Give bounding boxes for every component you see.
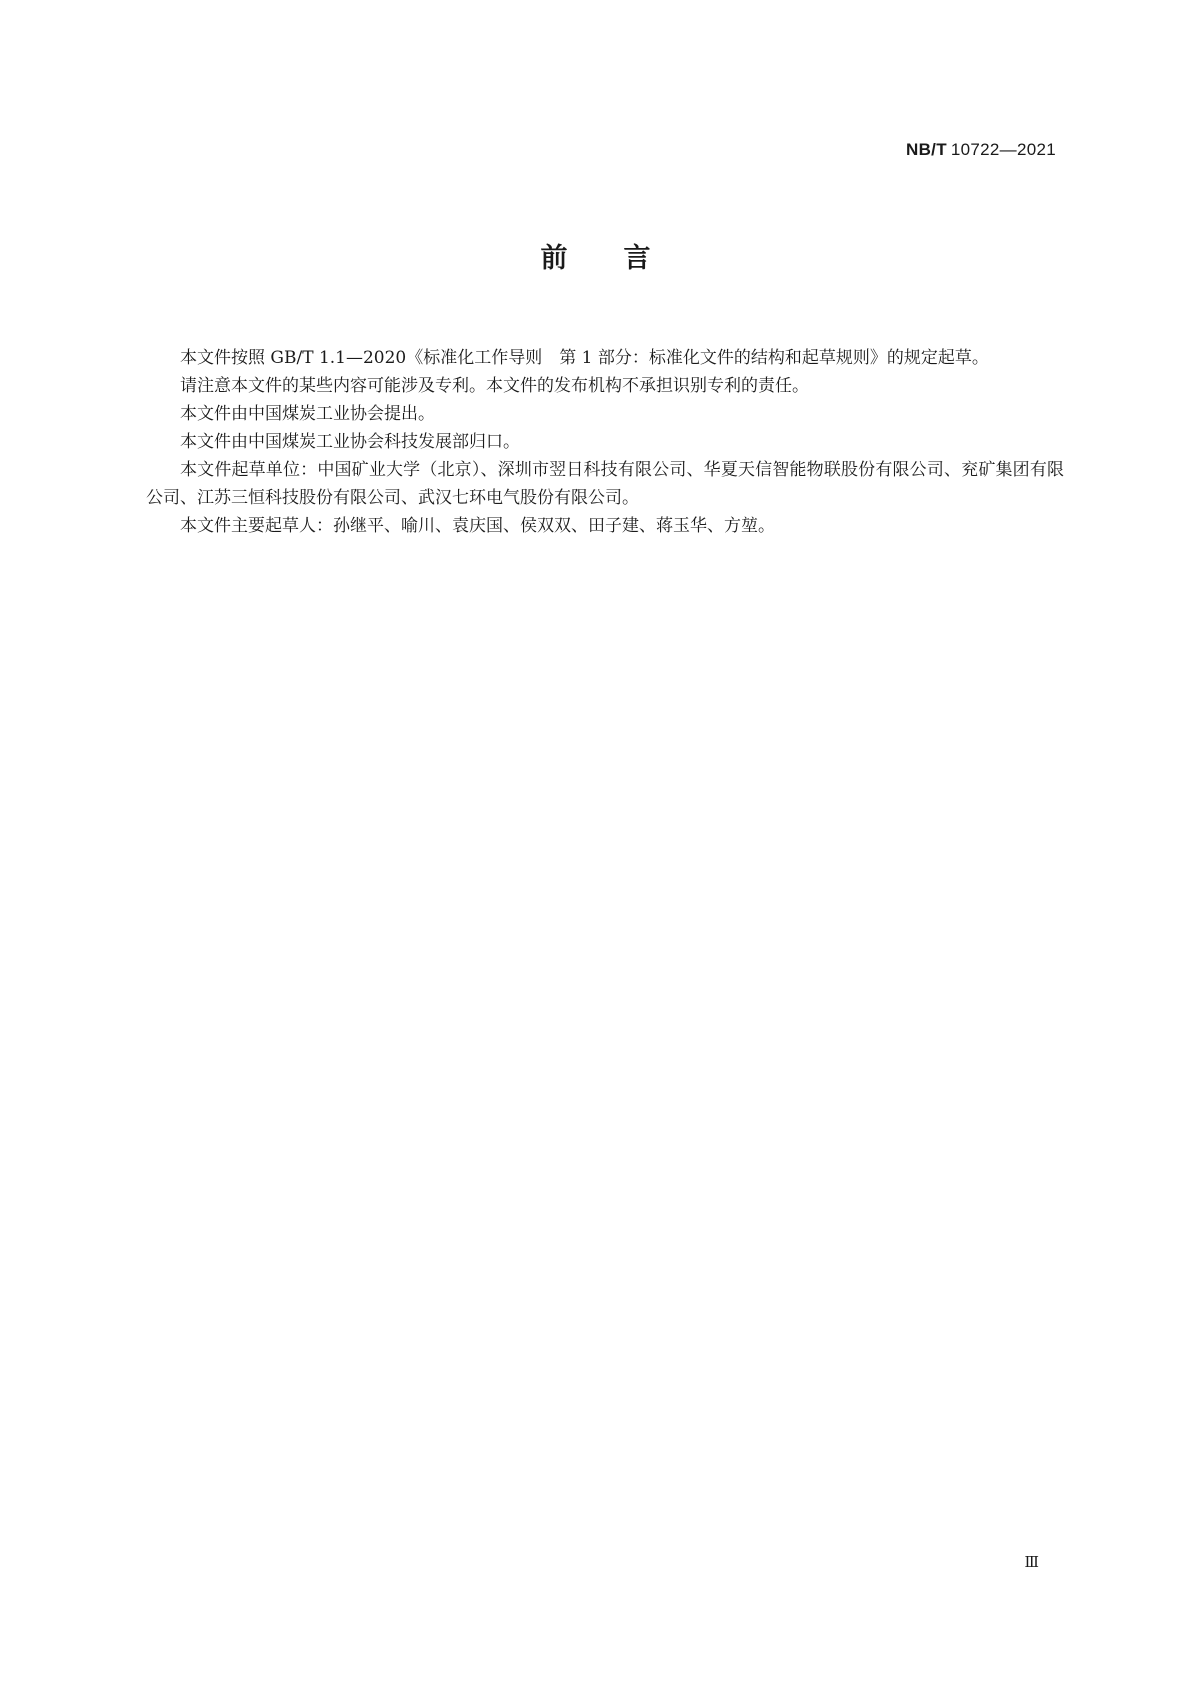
paragraph-drafting-rules: 本文件按照 GB/T 1.1—2020《标准化工作导则 第 1 部分：标准化文件的结构和起草规则》的规定起草。 bbox=[180, 348, 989, 368]
paragraph-proposer: 本文件由中国煤炭工业协会提出。 bbox=[180, 404, 435, 424]
paragraph-drafters: 本文件主要起草人：孙继平、喻川、袁庆国、侯双双、田子建、蒋玉华、方堃。 bbox=[180, 516, 775, 536]
page-number: Ⅲ bbox=[1024, 1555, 1039, 1571]
foreword-body bbox=[146, 344, 1064, 540]
document-code bbox=[906, 140, 1056, 160]
document-code-prefix: NB/T bbox=[906, 140, 947, 159]
page-title: 前言 bbox=[540, 243, 707, 274]
paragraph-drafting-units: 本文件起草单位：中国矿业大学（北京）、深圳市翌日科技有限公司、华夏天信智能物联股份有限公司、兖矿集团有限公司、江苏三恒科技股份有限公司、武汉七环电气股份有限公司。 bbox=[146, 460, 1064, 508]
paragraph-administrator: 本文件由中国煤炭工业协会科技发展部归口。 bbox=[180, 432, 520, 452]
document-code-number: 10722—2021 bbox=[950, 140, 1056, 159]
paragraph-patent-notice: 请注意本文件的某些内容可能涉及专利。本文件的发布机构不承担识别专利的责任。 bbox=[180, 376, 809, 396]
